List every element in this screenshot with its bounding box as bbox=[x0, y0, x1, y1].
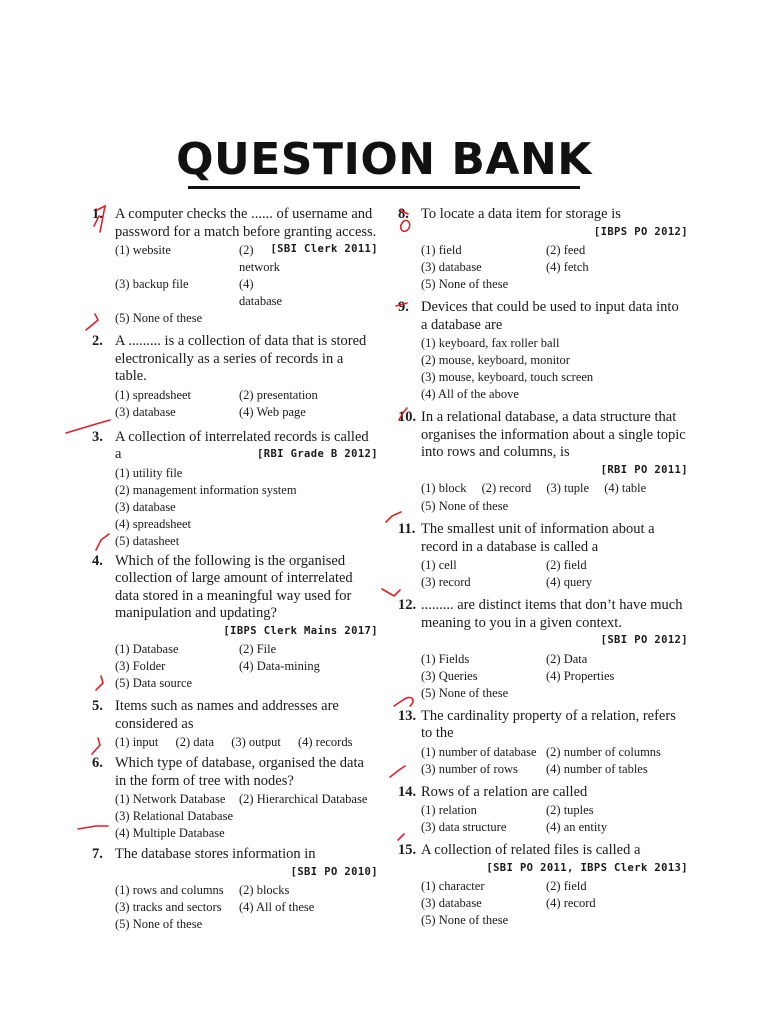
option: (3) record bbox=[421, 575, 471, 589]
option: (1) rows and columns bbox=[115, 883, 224, 897]
question-number: 8. bbox=[398, 206, 409, 222]
option: (1) Fields bbox=[421, 651, 470, 666]
option: (3) tuple bbox=[546, 481, 590, 495]
question-stem: Items such as names and addresses are considered as bbox=[115, 698, 339, 732]
option: (2) blocks bbox=[239, 883, 290, 897]
options bbox=[115, 242, 283, 327]
option: (2) feed bbox=[546, 243, 586, 257]
option: (1) input bbox=[115, 735, 159, 749]
option: (5) None of these bbox=[421, 685, 509, 700]
question-text bbox=[115, 755, 378, 790]
option: (1) number of database bbox=[421, 744, 537, 759]
option: (2) Data bbox=[546, 651, 588, 666]
option: (5) None of these bbox=[421, 499, 509, 513]
question-5 bbox=[92, 698, 378, 751]
question-stem: To locate a data item for storage is bbox=[421, 206, 621, 222]
question-12 bbox=[398, 597, 688, 702]
option: (3) Folder bbox=[115, 659, 166, 673]
question-6 bbox=[92, 755, 378, 842]
option: (4) record bbox=[546, 896, 596, 910]
question-number: 5. bbox=[92, 698, 103, 714]
question-number: 4. bbox=[92, 552, 103, 569]
question-stem: In a relational database, a data structure that organises the information about a single topic into rows and columns, is bbox=[421, 409, 686, 460]
options bbox=[421, 557, 688, 591]
question-number: 11. bbox=[398, 521, 416, 537]
option: (2) management information system bbox=[115, 482, 297, 497]
question-text bbox=[421, 784, 688, 802]
question-number: 10. bbox=[398, 409, 417, 425]
right-column bbox=[398, 200, 688, 929]
question-number: 6. bbox=[92, 755, 103, 771]
option: (1) relation bbox=[421, 803, 477, 817]
option: (5) datasheet bbox=[115, 533, 180, 548]
option: (4) query bbox=[546, 575, 593, 589]
question-stem: A computer checks the ...... of username and password for a match before granting access. bbox=[115, 206, 377, 240]
option: (5) None of these bbox=[115, 917, 203, 931]
title-underline bbox=[188, 186, 580, 189]
question-number: 3. bbox=[92, 428, 103, 445]
question-number: 12. bbox=[398, 597, 417, 613]
option: (4) All of these bbox=[239, 900, 315, 914]
question-number: 14. bbox=[398, 783, 417, 800]
question-text bbox=[421, 299, 688, 334]
options bbox=[421, 480, 688, 497]
options bbox=[115, 734, 378, 751]
question-text bbox=[421, 708, 688, 743]
question-number: 2. bbox=[92, 333, 103, 349]
question-9 bbox=[398, 299, 688, 403]
option: (3) backup file bbox=[115, 277, 189, 291]
question-text bbox=[421, 409, 688, 479]
question-text bbox=[421, 597, 688, 650]
option: (4) spreadsheet bbox=[115, 516, 192, 531]
option: (1) keyboard, fax roller ball bbox=[421, 336, 560, 350]
option: (2) data bbox=[175, 735, 215, 749]
question-stem: ......... are distinct items that don’t have much meaning to you in a given context. bbox=[421, 597, 683, 631]
option: (4) an entity bbox=[546, 820, 608, 834]
question-stem: The cardinality property of a relation, refers to the bbox=[421, 707, 676, 741]
option: (3) database bbox=[115, 499, 176, 514]
option: (2) Hierarchical Database bbox=[239, 792, 368, 806]
option: (3) database bbox=[115, 404, 176, 419]
option: (2) presentation bbox=[239, 387, 318, 402]
options bbox=[115, 641, 378, 692]
question-text bbox=[421, 206, 688, 241]
question-8 bbox=[398, 206, 688, 293]
option: (2) field bbox=[546, 558, 587, 572]
option: (2) tuples bbox=[546, 803, 594, 817]
options bbox=[115, 387, 378, 421]
options bbox=[421, 651, 688, 702]
option: (1) utility file bbox=[115, 465, 183, 480]
left-column bbox=[92, 200, 378, 933]
question-4 bbox=[92, 553, 378, 693]
option: (4) Properties bbox=[546, 668, 615, 683]
options bbox=[421, 744, 688, 778]
option: (3) mouse, keyboard, touch screen bbox=[421, 370, 594, 384]
options bbox=[115, 882, 378, 933]
option: (1) field bbox=[421, 243, 462, 257]
option: (5) Data source bbox=[115, 676, 193, 690]
question-2 bbox=[92, 333, 378, 421]
option: (3) output bbox=[231, 735, 281, 749]
options bbox=[421, 498, 688, 515]
question-number: 15. bbox=[398, 842, 417, 858]
option: (5) None of these bbox=[115, 311, 203, 325]
option: (4) Web page bbox=[239, 404, 306, 419]
option: (2) record bbox=[481, 481, 532, 495]
options bbox=[421, 242, 688, 293]
option: (1) Network Database bbox=[115, 792, 226, 806]
question-stem: The smallest unit of information about a record in a database is called a bbox=[421, 521, 655, 555]
question-stem: Which type of database, organised the data in the form of tree with nodes? bbox=[115, 755, 364, 789]
question-3 bbox=[92, 429, 378, 550]
exam-source: [RBI Grade B 2012] bbox=[257, 448, 378, 460]
question-number: 1. bbox=[92, 206, 103, 222]
question-text bbox=[115, 698, 378, 733]
option: (3) tracks and sectors bbox=[115, 900, 222, 914]
question-text bbox=[115, 846, 378, 881]
option: (4) number of tables bbox=[546, 761, 648, 776]
question-text bbox=[115, 333, 378, 386]
exam-source: [IBPS PO 2012] bbox=[593, 225, 688, 238]
options bbox=[421, 802, 688, 836]
question-15 bbox=[398, 842, 688, 929]
option: (4) Data-mining bbox=[239, 659, 320, 673]
question-stem: The database stores information in bbox=[115, 846, 316, 862]
option: (1) cell bbox=[421, 558, 457, 572]
options bbox=[421, 335, 688, 403]
exam-source: [SBI PO 2011, IBPS Clerk 2013] bbox=[486, 861, 688, 874]
question-stem: A collection of related files is called a bbox=[421, 842, 641, 858]
question-number: 13. bbox=[398, 707, 417, 724]
question-10 bbox=[398, 409, 688, 515]
question-text bbox=[115, 429, 378, 464]
option: (4) Multiple Database bbox=[115, 826, 225, 840]
question-11 bbox=[398, 521, 688, 591]
question-stem: A ......... is a collection of data that is stored electronically as a series of records in a table. bbox=[115, 333, 367, 384]
option: (2) network bbox=[239, 243, 280, 274]
exam-source: [RBI PO 2011] bbox=[600, 463, 688, 476]
option: (5) None of these bbox=[421, 277, 509, 291]
option: (5) None of these bbox=[421, 913, 509, 927]
question-number: 9. bbox=[398, 299, 409, 315]
option: (4) table bbox=[604, 481, 647, 495]
question-14 bbox=[398, 784, 688, 837]
option: (2) field bbox=[546, 879, 587, 893]
option: (3) Relational Database bbox=[115, 809, 234, 823]
question-stem: Devices that could be used to input data into a database are bbox=[421, 299, 679, 333]
option: (4) All of the above bbox=[421, 387, 519, 401]
option: (4) database bbox=[239, 277, 283, 308]
question-text bbox=[421, 521, 688, 556]
question-7 bbox=[92, 846, 378, 933]
option: (2) mouse, keyboard, monitor bbox=[421, 353, 570, 367]
option: (3) data structure bbox=[421, 820, 507, 834]
option: (4) records bbox=[297, 735, 353, 749]
option: (3) database bbox=[421, 896, 482, 910]
option: (4) fetch bbox=[546, 260, 589, 274]
question-1 bbox=[92, 206, 378, 327]
question-text bbox=[115, 553, 378, 641]
question-number: 7. bbox=[92, 846, 103, 862]
option: (1) spreadsheet bbox=[115, 387, 192, 402]
option: (3) Queries bbox=[421, 668, 478, 683]
exam-source: [SBI PO 2012] bbox=[600, 634, 688, 646]
question-stem: Which of the following is the organised collection of large amount of interrelated data stored in a meaningful way used for manipulation and updating? bbox=[115, 552, 353, 621]
option: (1) block bbox=[421, 481, 467, 495]
option: (1) website bbox=[115, 243, 171, 257]
option: (3) number of rows bbox=[421, 761, 518, 776]
question-13 bbox=[398, 708, 688, 778]
options bbox=[115, 465, 378, 550]
exam-source: [IBPS Clerk Mains 2017] bbox=[223, 624, 378, 637]
exam-source: [SBI PO 2010] bbox=[290, 865, 378, 878]
question-text bbox=[421, 842, 688, 877]
option: (3) database bbox=[421, 260, 482, 274]
question-stem: A collection of interrelated records is called a bbox=[115, 428, 369, 462]
options bbox=[421, 878, 688, 929]
exam-source: [SBI Clerk 2011] bbox=[270, 243, 378, 255]
option: (2) number of columns bbox=[546, 744, 661, 759]
option: (1) character bbox=[421, 879, 485, 893]
option: (2) File bbox=[239, 642, 277, 656]
options bbox=[115, 791, 378, 842]
option: (1) Database bbox=[115, 642, 179, 656]
page-title: QUESTION BANK bbox=[176, 134, 592, 185]
question-stem: Rows of a relation are called bbox=[421, 783, 588, 800]
